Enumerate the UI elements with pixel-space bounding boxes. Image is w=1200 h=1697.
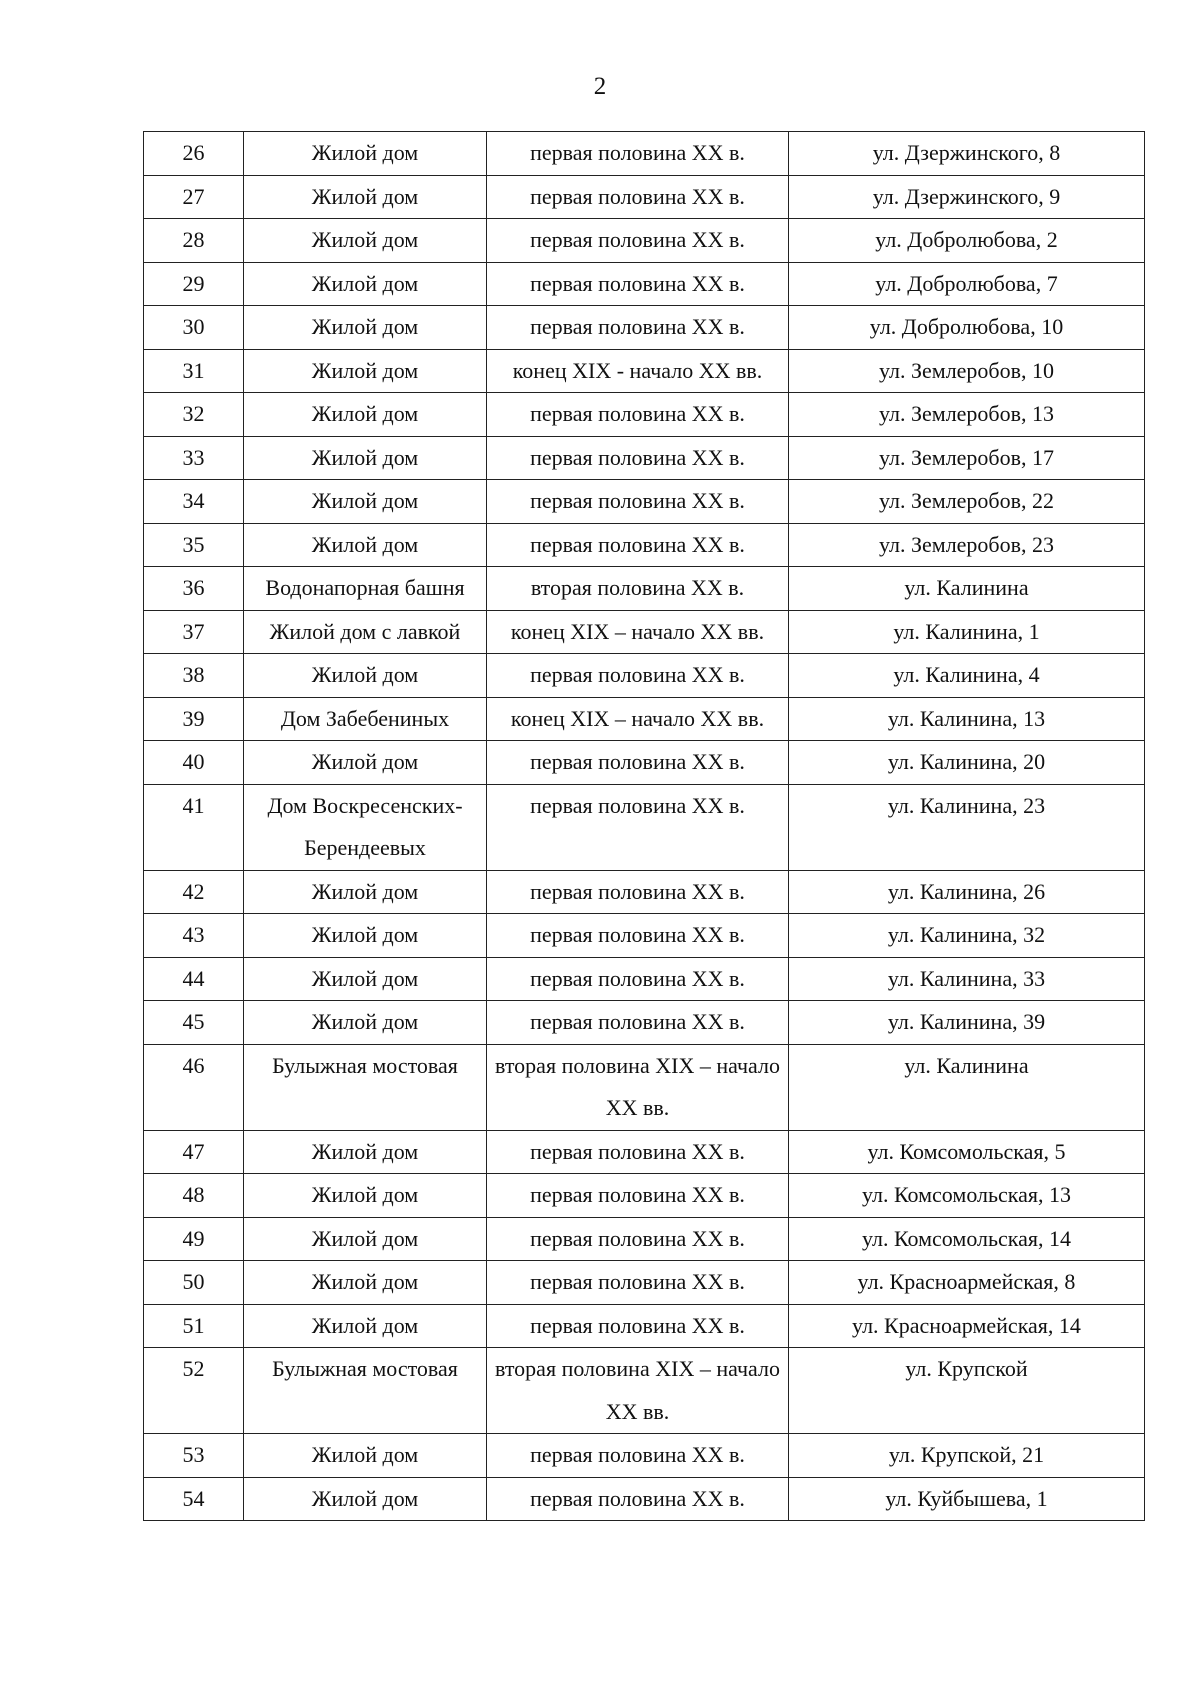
row-number-cell: 27 xyxy=(144,175,244,219)
address-cell: ул. Калинина, 4 xyxy=(789,654,1145,698)
table-row xyxy=(144,349,1145,393)
row-number-cell: 49 xyxy=(144,1217,244,1261)
row-number-cell: 28 xyxy=(144,219,244,263)
address-cell: ул. Комсомольская, 13 xyxy=(789,1174,1145,1218)
address-cell: ул. Дзержинского, 8 xyxy=(789,132,1145,176)
row-number-cell: 37 xyxy=(144,610,244,654)
dating-cell: вторая половина XIX – начало XX вв. xyxy=(487,1044,789,1130)
table-row xyxy=(144,393,1145,437)
object-name-cell: Жилой дом xyxy=(244,480,487,524)
dating-cell: первая половина XX в. xyxy=(487,741,789,785)
row-number-cell: 38 xyxy=(144,654,244,698)
object-name-cell: Жилой дом xyxy=(244,1217,487,1261)
address-cell: ул. Калинина, 26 xyxy=(789,870,1145,914)
table-row xyxy=(144,870,1145,914)
address-cell: ул. Калинина, 39 xyxy=(789,1001,1145,1045)
table-row xyxy=(144,1434,1145,1478)
object-name-cell: Жилой дом xyxy=(244,219,487,263)
object-name-cell: Жилой дом xyxy=(244,654,487,698)
table-row xyxy=(144,1477,1145,1521)
row-number-cell: 29 xyxy=(144,262,244,306)
object-name-cell: Водонапорная башня xyxy=(244,567,487,611)
address-cell: ул. Калинина, 20 xyxy=(789,741,1145,785)
object-name-cell: Жилой дом xyxy=(244,1261,487,1305)
dating-cell: первая половина XX в. xyxy=(487,480,789,524)
dating-cell: первая половина XX в. xyxy=(487,1174,789,1218)
object-name-cell: Дом Воскресенских-Берендеевых xyxy=(244,784,487,870)
dating-cell: конец XIX – начало XX вв. xyxy=(487,610,789,654)
object-name-cell: Жилой дом xyxy=(244,1174,487,1218)
row-number-cell: 53 xyxy=(144,1434,244,1478)
dating-cell: конец XIX - начало XX вв. xyxy=(487,349,789,393)
address-cell: ул. Калинина, 32 xyxy=(789,914,1145,958)
object-name-cell: Жилой дом xyxy=(244,1130,487,1174)
row-number-cell: 36 xyxy=(144,567,244,611)
address-cell: ул. Добролюбова, 7 xyxy=(789,262,1145,306)
row-number-cell: 41 xyxy=(144,784,244,870)
object-name-cell: Жилой дом xyxy=(244,523,487,567)
table-row xyxy=(144,523,1145,567)
address-cell: ул. Калинина xyxy=(789,567,1145,611)
dating-cell: первая половина XX в. xyxy=(487,219,789,263)
dating-cell: первая половина XX в. xyxy=(487,1130,789,1174)
row-number-cell: 42 xyxy=(144,870,244,914)
row-number-cell: 47 xyxy=(144,1130,244,1174)
address-cell: ул. Комсомольская, 14 xyxy=(789,1217,1145,1261)
row-number-cell: 54 xyxy=(144,1477,244,1521)
address-cell: ул. Комсомольская, 5 xyxy=(789,1130,1145,1174)
object-name-cell: Жилой дом xyxy=(244,1477,487,1521)
address-cell: ул. Добролюбова, 2 xyxy=(789,219,1145,263)
row-number-cell: 34 xyxy=(144,480,244,524)
row-number-cell: 33 xyxy=(144,436,244,480)
address-cell: ул. Куйбышева, 1 xyxy=(789,1477,1145,1521)
address-cell: ул. Крупской xyxy=(789,1348,1145,1434)
object-name-cell: Жилой дом xyxy=(244,132,487,176)
table-row xyxy=(144,132,1145,176)
dating-cell: первая половина XX в. xyxy=(487,1001,789,1045)
table-row xyxy=(144,1348,1145,1434)
table-row xyxy=(144,1001,1145,1045)
table-row xyxy=(144,219,1145,263)
object-name-cell: Дом Забебениных xyxy=(244,697,487,741)
dating-cell: первая половина XX в. xyxy=(487,914,789,958)
object-name-cell: Жилой дом xyxy=(244,349,487,393)
table-row xyxy=(144,1044,1145,1130)
dating-cell: первая половина XX в. xyxy=(487,1261,789,1305)
dating-cell: первая половина XX в. xyxy=(487,1434,789,1478)
address-cell: ул. Крупской, 21 xyxy=(789,1434,1145,1478)
table-row xyxy=(144,741,1145,785)
object-name-cell: Булыжная мостовая xyxy=(244,1348,487,1434)
address-cell: ул. Красноармейская, 8 xyxy=(789,1261,1145,1305)
address-cell: ул. Землеробов, 13 xyxy=(789,393,1145,437)
table-row xyxy=(144,914,1145,958)
address-cell: ул. Дзержинского, 9 xyxy=(789,175,1145,219)
object-name-cell: Жилой дом xyxy=(244,957,487,1001)
table-row xyxy=(144,610,1145,654)
dating-cell: первая половина XX в. xyxy=(487,523,789,567)
heritage-objects-table xyxy=(143,131,1145,1521)
row-number-cell: 45 xyxy=(144,1001,244,1045)
row-number-cell: 48 xyxy=(144,1174,244,1218)
row-number-cell: 30 xyxy=(144,306,244,350)
dating-cell: первая половина XX в. xyxy=(487,132,789,176)
dating-cell: первая половина XX в. xyxy=(487,1477,789,1521)
dating-cell: первая половина XX в. xyxy=(487,654,789,698)
object-name-cell: Жилой дом xyxy=(244,741,487,785)
object-name-cell: Жилой дом с лавкой xyxy=(244,610,487,654)
object-name-cell: Жилой дом xyxy=(244,436,487,480)
object-name-cell: Жилой дом xyxy=(244,914,487,958)
object-name-cell: Булыжная мостовая xyxy=(244,1044,487,1130)
table-row xyxy=(144,1130,1145,1174)
table-row xyxy=(144,1217,1145,1261)
dating-cell: первая половина XX в. xyxy=(487,957,789,1001)
row-number-cell: 39 xyxy=(144,697,244,741)
table-row xyxy=(144,957,1145,1001)
address-cell: ул. Калинина, 1 xyxy=(789,610,1145,654)
table-row xyxy=(144,654,1145,698)
table-row xyxy=(144,1174,1145,1218)
table-row xyxy=(144,697,1145,741)
dating-cell: вторая половина XIX – начало XX вв. xyxy=(487,1348,789,1434)
row-number-cell: 32 xyxy=(144,393,244,437)
dating-cell: вторая половина XX в. xyxy=(487,567,789,611)
dating-cell: первая половина XX в. xyxy=(487,870,789,914)
dating-cell: первая половина XX в. xyxy=(487,784,789,870)
address-cell: ул. Калинина, 13 xyxy=(789,697,1145,741)
object-name-cell: Жилой дом xyxy=(244,1304,487,1348)
address-cell: ул. Землеробов, 23 xyxy=(789,523,1145,567)
address-cell: ул. Калинина xyxy=(789,1044,1145,1130)
row-number-cell: 31 xyxy=(144,349,244,393)
object-name-cell: Жилой дом xyxy=(244,1001,487,1045)
table-body xyxy=(144,132,1145,1521)
address-cell: ул. Красноармейская, 14 xyxy=(789,1304,1145,1348)
table-row xyxy=(144,175,1145,219)
object-name-cell: Жилой дом xyxy=(244,870,487,914)
address-cell: ул. Землеробов, 17 xyxy=(789,436,1145,480)
dating-cell: первая половина XX в. xyxy=(487,393,789,437)
address-cell: ул. Землеробов, 10 xyxy=(789,349,1145,393)
table-row xyxy=(144,480,1145,524)
dating-cell: конец XIX – начало XX вв. xyxy=(487,697,789,741)
dating-cell: первая половина XX в. xyxy=(487,175,789,219)
object-name-cell: Жилой дом xyxy=(244,306,487,350)
table-row xyxy=(144,262,1145,306)
address-cell: ул. Добролюбова, 10 xyxy=(789,306,1145,350)
dating-cell: первая половина XX в. xyxy=(487,306,789,350)
row-number-cell: 52 xyxy=(144,1348,244,1434)
table-row xyxy=(144,567,1145,611)
object-name-cell: Жилой дом xyxy=(244,1434,487,1478)
row-number-cell: 43 xyxy=(144,914,244,958)
row-number-cell: 35 xyxy=(144,523,244,567)
object-name-cell: Жилой дом xyxy=(244,262,487,306)
address-cell: ул. Калинина, 23 xyxy=(789,784,1145,870)
table-row xyxy=(144,436,1145,480)
row-number-cell: 40 xyxy=(144,741,244,785)
address-cell: ул. Калинина, 33 xyxy=(789,957,1145,1001)
row-number-cell: 26 xyxy=(144,132,244,176)
dating-cell: первая половина XX в. xyxy=(487,1304,789,1348)
row-number-cell: 46 xyxy=(144,1044,244,1130)
row-number-cell: 44 xyxy=(144,957,244,1001)
address-cell: ул. Землеробов, 22 xyxy=(789,480,1145,524)
table-row xyxy=(144,306,1145,350)
row-number-cell: 50 xyxy=(144,1261,244,1305)
dating-cell: первая половина XX в. xyxy=(487,436,789,480)
table-row xyxy=(144,1304,1145,1348)
table-row xyxy=(144,784,1145,870)
dating-cell: первая половина XX в. xyxy=(487,1217,789,1261)
row-number-cell: 51 xyxy=(144,1304,244,1348)
object-name-cell: Жилой дом xyxy=(244,175,487,219)
table-row xyxy=(144,1261,1145,1305)
object-name-cell: Жилой дом xyxy=(244,393,487,437)
dating-cell: первая половина XX в. xyxy=(487,262,789,306)
page-number: 2 xyxy=(593,73,607,100)
